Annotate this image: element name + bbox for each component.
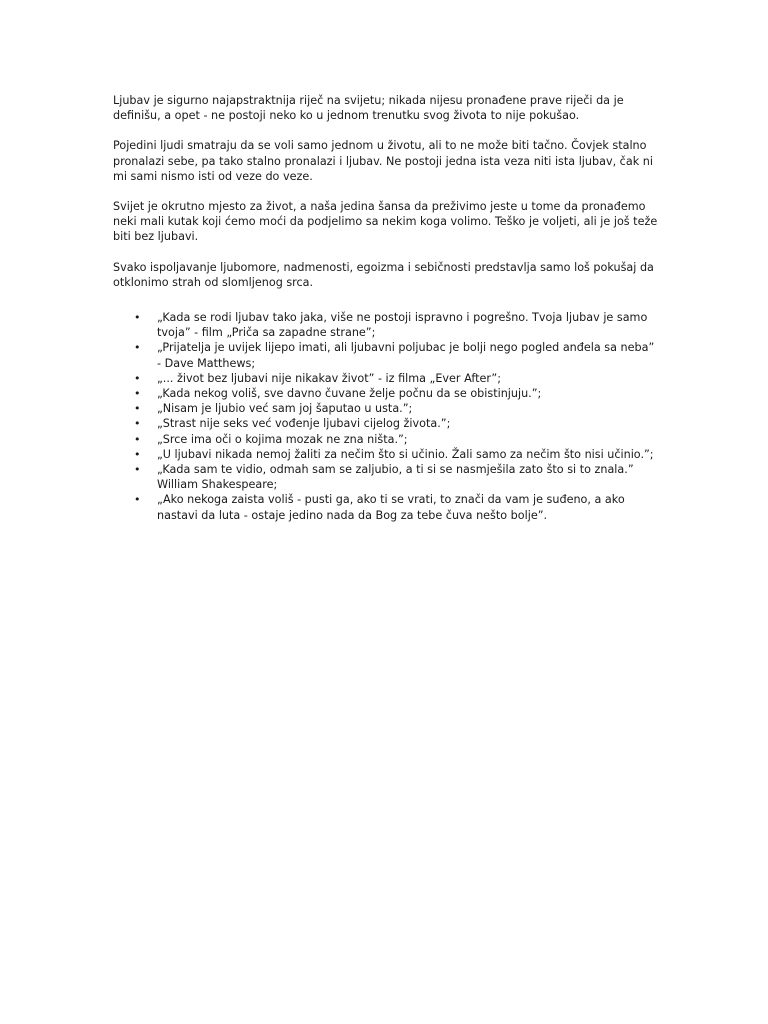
list-item <box>113 401 658 416</box>
quote-text: „... život bez ljubavi nije nikakav život” - iz filma „Ever After”; <box>157 371 501 385</box>
list-item <box>113 386 658 401</box>
bullet-icon: • <box>134 417 141 431</box>
document-body <box>113 93 658 523</box>
list-item <box>113 371 658 386</box>
quote-text: „Nisam je ljubio već sam joj šaputao u usta.”; <box>157 402 413 416</box>
paragraph-4: Svako ispoljavanje ljubomore, nadmenosti, egoizma i sebičnosti predstavlja samo loš pokušaj da otklonimo strah od slomljenog srca. <box>113 260 654 289</box>
quote-text: „Ako nekoga zaista voliš - pusti ga, ako ti se vrati, to znači da vam je suđeno, a ako nastavi da luta - ostaje jedino nada da Bog za tebe čuva nešto bolje”. <box>157 493 625 522</box>
list-item <box>113 447 658 462</box>
list-item <box>113 432 658 447</box>
list-item <box>113 462 658 492</box>
paragraph-3: Svijet je okrutno mjesto za život, a naša jedina šansa da preživimo jeste u tome da pronađemo neki mali kutak koji ćemo moći da podjelimo sa nekim koga volimo. Teško je voljeti, ali je još teže biti bez ljubavi. <box>113 200 658 244</box>
list-item <box>113 340 658 370</box>
bullet-icon: • <box>134 371 141 385</box>
quote-text: „Strast nije seks već vođenje ljubavi cijelog života.”; <box>157 417 451 431</box>
list-item <box>113 416 658 431</box>
list-item <box>113 492 658 522</box>
bullet-icon: • <box>134 463 141 477</box>
quote-text: „Kada sam te vidio, odmah sam se zaljubio, a ti si se nasmješila zato što si to znala.” William Shakespeare; <box>157 463 634 492</box>
paragraph-2: Pojedini ljudi smatraju da se voli samo jednom u životu, ali to ne može biti tačno. Čovjek stalno pronalazi sebe, pa tako stalno pronalazi i ljubav. Ne postoji jedna ista veza niti ista ljubav, čak ni mi sami nismo isti od veze do veze. <box>113 139 653 183</box>
bullet-icon: • <box>134 341 141 355</box>
quote-text: „Kada se rodi ljubav tako jaka, više ne postoji ispravno i pogrešno. Tvoja ljubav je samo tvoja” - film „Priča sa zapadne strane”; <box>157 311 648 340</box>
quote-text: „Srce ima oči o kojima mozak ne zna ništa.”; <box>157 432 408 446</box>
bullet-icon: • <box>134 493 141 507</box>
bullet-icon: • <box>134 447 141 461</box>
bullet-icon: • <box>134 311 141 325</box>
paragraph-1: Ljubav je sigurno najapstraktnija riječ na svijetu; nikada nijesu pronađene prave riječi da je definišu, a opet - ne postoji neko ko u jednom trenutku svog života to nije pokušao. <box>113 94 624 123</box>
list-item <box>113 310 658 340</box>
bullet-icon: • <box>134 402 141 416</box>
bullet-icon: • <box>134 432 141 446</box>
quote-list <box>113 310 658 523</box>
quote-text: „Kada nekog voliš, sve davno čuvane želje počnu da se obistinjuju.”; <box>157 387 542 401</box>
quote-text: „Prijatelja je uvijek lijepo imati, ali ljubavni poljubac je bolji nego pogled anđela sa neba” - Dave Matthews; <box>157 341 655 370</box>
bullet-icon: • <box>134 387 141 401</box>
quote-text: „U ljubavi nikada nemoj žaliti za nečim što si učinio. Žali samo za nečim što nisi učinio.”; <box>157 447 654 461</box>
